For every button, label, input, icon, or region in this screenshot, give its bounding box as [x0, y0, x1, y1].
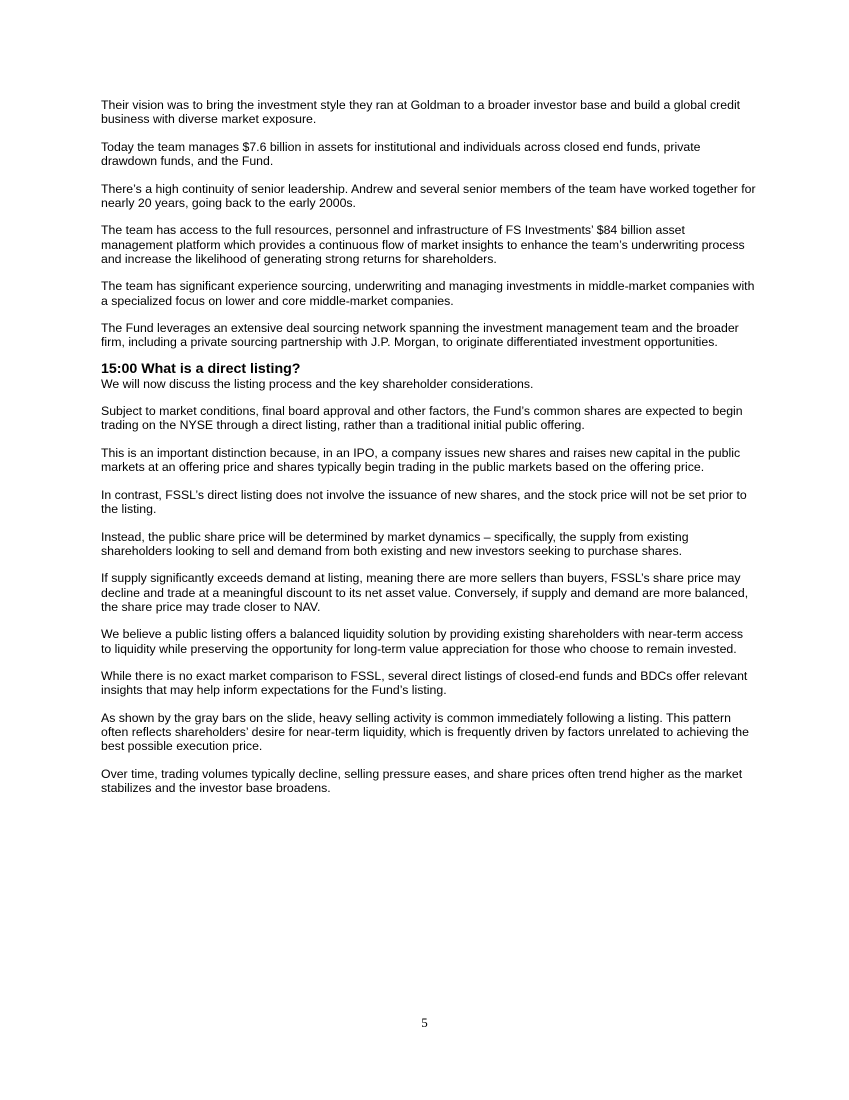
paragraph: Their vision was to bring the investment style they ran at Goldman to a broader investor base and build a global credit business with diverse market exposure. — [101, 98, 741, 127]
paragraph: As shown by the gray bars on the slide, heavy selling activity is common immediately following a listing. This pattern often reflects shareholders’ desire for near-term liquidity, which is frequently driven by factors unrelated to achieving the best possible execution price. — [101, 710, 749, 754]
paragraph: We will now discuss the listing process and the key shareholder considerations. — [101, 376, 534, 391]
paragraph: There’s a high continuity of senior leadership. Andrew and several senior members of the team have worked together for nearly 20 years, going back to the early 2000s. — [101, 181, 756, 210]
page-number: 5 — [421, 1015, 428, 1030]
paragraph: The team has access to the full resources, personnel and infrastructure of FS Investments’ $84 billion asset management platform which provides a continuous flow of market insights to enhance the team’s underwriting process and increase the likelihood of generating strong returns for shareholders. — [101, 223, 745, 266]
paragraph: The Fund leverages an extensive deal sourcing network spanning the investment management team and the broader firm, including a private sourcing partnership with J.P. Morgan, to originate differentiated investment opportunities. — [101, 321, 739, 350]
section-heading: 15:00 What is a direct listing? — [101, 360, 301, 377]
document-body — [101, 98, 756, 809]
paragraph: The team has significant experience sourcing, underwriting and managing investments in middle-market companies with a specialized focus on lower and core middle-market companies. — [101, 279, 755, 308]
paragraph: In contrast, FSSL’s direct listing does not involve the issuance of new shares, and the stock price will not be set prior to the listing. — [101, 487, 747, 516]
paragraph: Today the team manages $7.6 billion in assets for institutional and individuals across closed end funds, private drawdown funds, and the Fund. — [101, 139, 701, 168]
paragraph: Subject to market conditions, final board approval and other factors, the Fund’s common shares are expected to begin trading on the NYSE through a direct listing, rather than a traditional initial public offering. — [101, 404, 743, 433]
paragraph: While there is no exact market comparison to FSSL, several direct listings of closed-end funds and BDCs offer relevant insights that may help inform expectations for the Fund’s listing. — [101, 669, 748, 698]
paragraph: We believe a public listing offers a balanced liquidity solution by providing existing shareholders with near-term access to liquidity while preserving the opportunity for long-term value appreciation for those who choose to remain invested. — [101, 627, 744, 656]
paragraph: This is an important distinction because, in an IPO, a company issues new shares and raises new capital in the public markets at an offering price and shares typically begin trading in the public markets based on the offering price. — [101, 445, 741, 475]
paragraph: Over time, trading volumes typically decline, selling pressure eases, and share prices often trend higher as the market stabilizes and the investor base broadens. — [101, 766, 743, 796]
paragraph: If supply significantly exceeds demand at listing, meaning there are more sellers than buyers, FSSL’s share price may decline and trade at a meaningful discount to its net asset value. Conversely, if supply and demand are more balanced, the share price may trade closer to NAV. — [101, 571, 749, 614]
paragraph: Instead, the public share price will be determined by market dynamics – specifically, the supply from existing shareholders looking to sell and demand from both existing and new investors seeking to purchase shares. — [101, 529, 689, 558]
